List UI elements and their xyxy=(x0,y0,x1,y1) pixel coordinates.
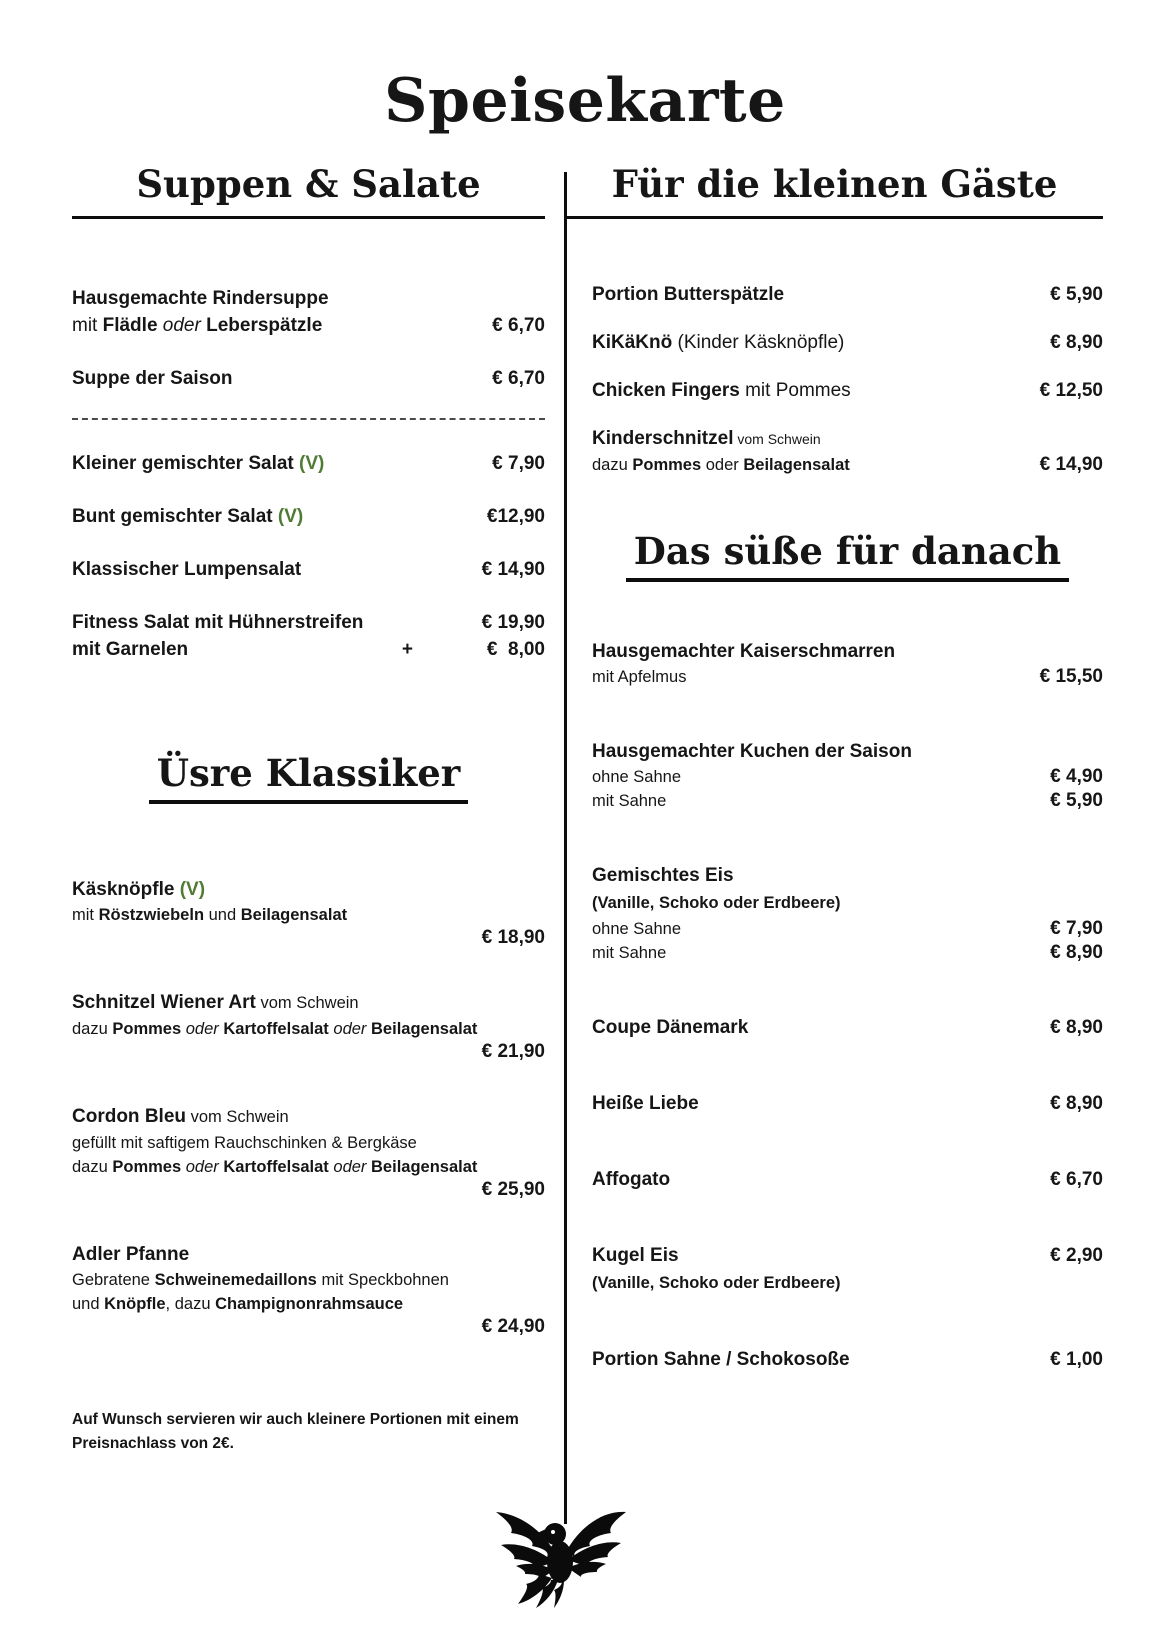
menu-item-row xyxy=(592,917,1103,941)
item-text: Coupe Dänemark xyxy=(592,1017,749,1038)
menu-item-row xyxy=(72,609,545,636)
menu-item xyxy=(592,329,1103,356)
menu-item-row xyxy=(592,789,1103,813)
page-title: Speisekarte xyxy=(384,66,786,136)
menu-item-row xyxy=(592,453,1103,477)
item-text: mit Apfelmus xyxy=(592,668,687,686)
menu-item xyxy=(592,425,1103,477)
menu-item-row xyxy=(72,1131,545,1155)
menu-item xyxy=(72,556,545,583)
menu-item xyxy=(592,1242,1103,1297)
item-price: € 8,90 xyxy=(1050,1017,1103,1038)
menu-item-row xyxy=(592,1090,1103,1117)
menu-item-row xyxy=(592,1269,1103,1297)
menu-item-row xyxy=(72,312,545,339)
menu-item-row xyxy=(72,450,545,477)
menu-item xyxy=(592,1166,1103,1193)
menu-item xyxy=(592,377,1103,404)
menu-item-row xyxy=(72,989,545,1017)
menu-item xyxy=(72,450,545,477)
menu-item-row xyxy=(72,1155,545,1179)
menu-item xyxy=(592,862,1103,965)
menu-item-row xyxy=(592,1346,1103,1373)
menu-item-row xyxy=(72,927,545,949)
item-price: € 5,90 xyxy=(1050,284,1103,305)
menu-item xyxy=(592,281,1103,308)
item-price: € 8,00 xyxy=(486,639,545,660)
menu-item-row xyxy=(72,1041,545,1063)
menu-item xyxy=(592,738,1103,813)
item-price: € 7,90 xyxy=(492,453,545,474)
item-price: € 15,50 xyxy=(1039,666,1103,687)
menu-item xyxy=(592,638,1103,689)
item-text: (Vanille, Schoko oder Erdbeere) xyxy=(592,894,841,912)
item-text: Gebratene Schweinemedaillons mit Speckbohnen xyxy=(72,1271,449,1289)
item-text: Klassischer Lumpensalat xyxy=(72,559,302,580)
item-price: €12,90 xyxy=(486,506,545,527)
menu-item-row xyxy=(72,1292,545,1316)
section-items xyxy=(72,285,545,663)
item-text: Gemischtes Eis xyxy=(592,865,734,886)
item-text: mit Röstzwiebeln und Beilagensalat xyxy=(72,906,348,924)
item-price: € 21,90 xyxy=(481,1041,545,1062)
menu-item-row xyxy=(592,1166,1103,1193)
section-items xyxy=(592,638,1103,1373)
item-price: € 5,90 xyxy=(1050,790,1103,811)
item-text: Fitness Salat mit Hühnerstreifen xyxy=(72,612,364,633)
menu-item-row xyxy=(72,285,545,312)
item-price: € 25,90 xyxy=(481,1179,545,1200)
menu-item-row xyxy=(72,1268,545,1292)
menu-item-row xyxy=(592,638,1103,665)
item-text: Kugel Eis xyxy=(592,1245,679,1266)
item-text: Kinderschnitzel vom Schwein xyxy=(592,428,821,449)
item-text: mit Garnelen xyxy=(72,639,189,660)
footnote xyxy=(72,1408,545,1456)
item-text: und Knöpfle, dazu Champignonrahmsauce xyxy=(72,1295,404,1313)
item-text: Kleiner gemischter Salat (V) xyxy=(72,453,325,474)
dashed-divider xyxy=(72,418,545,420)
item-text: dazu Pommes oder Beilagensalat xyxy=(592,456,850,474)
item-price: € 14,90 xyxy=(1039,454,1103,475)
menu-item xyxy=(72,1241,545,1338)
section-title: Üsre Klassiker xyxy=(149,749,469,804)
menu-item-row xyxy=(72,1316,545,1338)
menu-item-row xyxy=(72,876,545,903)
menu-item xyxy=(72,365,545,392)
menu-item-row xyxy=(592,425,1103,453)
item-price: € 4,90 xyxy=(1050,766,1103,787)
item-text: Portion Butterspätzle xyxy=(592,284,785,305)
section-kleine-gaeste xyxy=(592,160,1103,477)
item-text: Chicken Fingers mit Pommes xyxy=(592,380,851,401)
item-text: Hausgemachter Kaiserschmarren xyxy=(592,641,896,662)
menu-item xyxy=(72,989,545,1063)
item-price: € 7,90 xyxy=(1050,918,1103,939)
item-text: ohne Sahne xyxy=(592,920,682,938)
item-text: Heiße Liebe xyxy=(592,1093,699,1114)
item-text: mit Sahne xyxy=(592,944,667,962)
menu-item-row xyxy=(592,377,1103,404)
section-suppen-salate xyxy=(72,160,545,663)
item-text: Suppe der Saison xyxy=(72,368,233,389)
item-price: € 2,90 xyxy=(1050,1245,1103,1266)
item-text: Cordon Bleu vom Schwein xyxy=(72,1106,289,1127)
menu-item xyxy=(72,503,545,530)
menu-item-row xyxy=(592,941,1103,965)
section-title: Suppen & Salate xyxy=(72,160,545,219)
item-text: Adler Pfanne xyxy=(72,1244,190,1265)
menu-item-row xyxy=(592,329,1103,356)
menu-item-row xyxy=(72,636,545,663)
menu-item-row xyxy=(72,1017,545,1041)
menu-item-row xyxy=(72,903,545,927)
column-divider xyxy=(564,172,567,1524)
menu-item xyxy=(72,609,545,663)
menu-item-row xyxy=(72,556,545,583)
eagle-icon xyxy=(492,1490,628,1612)
item-text: Affogato xyxy=(592,1169,671,1190)
item-text: KiKäKnö (Kinder Käsknöpfle) xyxy=(592,332,845,353)
menu-item-row xyxy=(72,503,545,530)
menu-item-row xyxy=(72,365,545,392)
menu-item-row xyxy=(592,765,1103,789)
menu-item-row xyxy=(592,1242,1103,1269)
menu-item-row xyxy=(592,738,1103,765)
item-text: Bunt gemischter Salat (V) xyxy=(72,506,304,527)
section-items xyxy=(592,281,1103,477)
item-price: € 8,90 xyxy=(1050,1093,1103,1114)
item-price: € 24,90 xyxy=(481,1316,545,1337)
menu-item xyxy=(592,1090,1103,1117)
item-price: € 12,50 xyxy=(1039,380,1103,401)
right-column xyxy=(592,160,1103,1422)
menu-item xyxy=(72,876,545,949)
item-text: Hausgemachte Rindersuppe xyxy=(72,288,329,309)
section-title: Das süße für danach xyxy=(626,527,1069,582)
item-price: € 19,90 xyxy=(481,612,545,633)
item-text: Portion Sahne / Schokosoße xyxy=(592,1349,850,1370)
item-price: € 8,90 xyxy=(1050,942,1103,963)
item-text: gefüllt mit saftigem Rauchschinken & Bergkäse xyxy=(72,1134,417,1152)
menu-item xyxy=(592,1346,1103,1373)
item-text: ohne Sahne xyxy=(592,768,682,786)
item-price: € 18,90 xyxy=(481,927,545,948)
menu-item xyxy=(72,1103,545,1201)
section-klassiker xyxy=(72,749,545,1338)
section-title: Für die kleinen Gäste xyxy=(566,160,1103,219)
item-text: dazu Pommes oder Kartoffelsalat oder Beilagensalat xyxy=(72,1020,478,1038)
menu-item-row xyxy=(72,1179,545,1201)
item-price: € 6,70 xyxy=(492,315,545,336)
item-text: (Vanille, Schoko oder Erdbeere) xyxy=(592,1274,841,1292)
menu-item-row xyxy=(592,862,1103,889)
menu-item-row xyxy=(592,1014,1103,1041)
section-items xyxy=(72,876,545,1338)
menu-item-row xyxy=(72,1103,545,1131)
item-text: mit Flädle oder Leberspätzle xyxy=(72,315,323,336)
menu-item xyxy=(72,285,545,339)
item-text: Käsknöpfle (V) xyxy=(72,879,206,900)
left-column xyxy=(72,160,545,1456)
plus-sign: + xyxy=(401,639,413,660)
menu-item xyxy=(592,1014,1103,1041)
menu-item-row xyxy=(592,281,1103,308)
item-price: € 14,90 xyxy=(481,559,545,580)
item-price: € 8,90 xyxy=(1050,332,1103,353)
menu-item-row xyxy=(72,1241,545,1268)
item-price: € 6,70 xyxy=(492,368,545,389)
item-text: dazu Pommes oder Kartoffelsalat oder Beilagensalat xyxy=(72,1158,478,1176)
footnote-line: Preisnachlass von 2€. xyxy=(72,1435,234,1452)
item-price: € 1,00 xyxy=(1050,1349,1103,1370)
menu-item-row xyxy=(592,889,1103,917)
item-text: mit Sahne xyxy=(592,792,667,810)
section-desserts xyxy=(592,527,1103,1373)
item-price: € 6,70 xyxy=(1050,1169,1103,1190)
menu-item-row xyxy=(592,665,1103,689)
footnote-line: Auf Wunsch servieren wir auch kleinere Portionen mit einem xyxy=(72,1411,519,1428)
item-text: Schnitzel Wiener Art vom Schwein xyxy=(72,992,359,1013)
item-text: Hausgemachter Kuchen der Saison xyxy=(592,741,912,762)
